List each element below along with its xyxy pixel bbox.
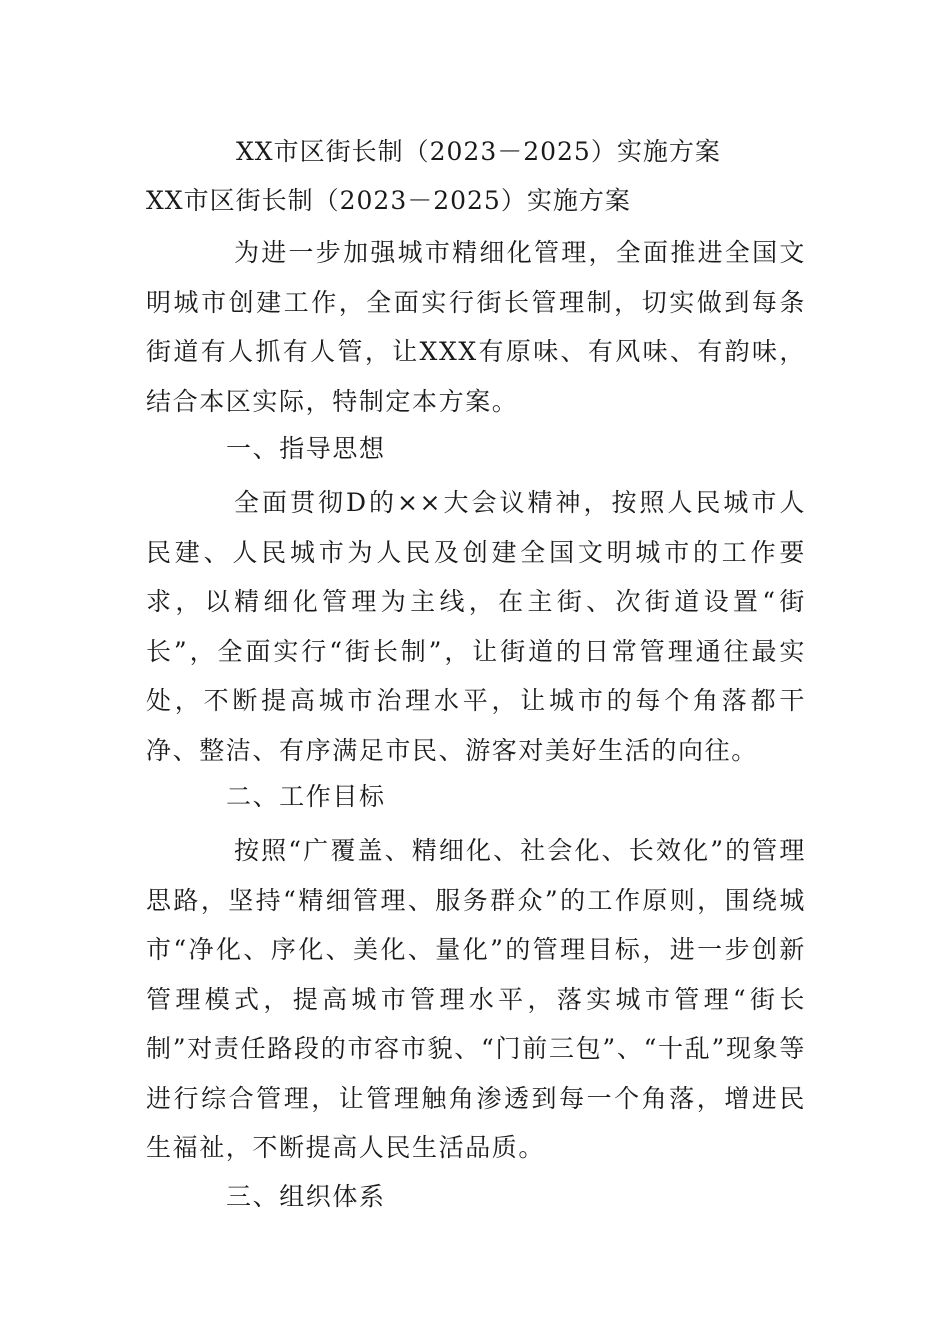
section-body-guiding-ideology: 全面贯彻D的××大会议精神，按照人民城市人民建、人民城市为人民及创建全国文明城市的工作要求，以精细化管理为主线，在主街、次街道设置“街长”，全面实行“街长制”，让街道的日常管理通往最实处，不断提高城市治理水平，让城市的每个角落都干净、整洁、有序满足市民、游客对美好生活的向往。 (146, 488, 806, 765)
document-title: XX市区街长制（2023－2025）实施方案 (236, 137, 721, 166)
section-heading-organization: 三、组织体系 (226, 1182, 386, 1211)
section-heading-work-goals: 二、工作目标 (226, 782, 386, 811)
section-heading-guiding-ideology: 一、指导思想 (226, 434, 386, 463)
document-subtitle: XX市区街长制（2023－2025）实施方案 (146, 186, 631, 215)
intro-paragraph: 为进一步加强城市精细化管理，全面推进全国文明城市创建工作，全面实行街长管理制，切实做到每条街道有人抓有人管，让XXX有原味、有风味、有韵味，结合本区实际，特制定本方案。 (146, 238, 806, 416)
section-body-work-goals: 按照“广覆盖、精细化、社会化、长效化”的管理思路，坚持“精细管理、服务群众”的工作原则，围绕城市“净化、序化、美化、量化”的管理目标，进一步创新管理模式，提高城市管理水平，落实城市管理“街长制”对责任路段的市容市貌、“门前三包”、“十乱”现象等进行综合管理，让管理触角渗透到每一个角落，增进民生福祉，不断提高人民生活品质。 (146, 836, 806, 1162)
